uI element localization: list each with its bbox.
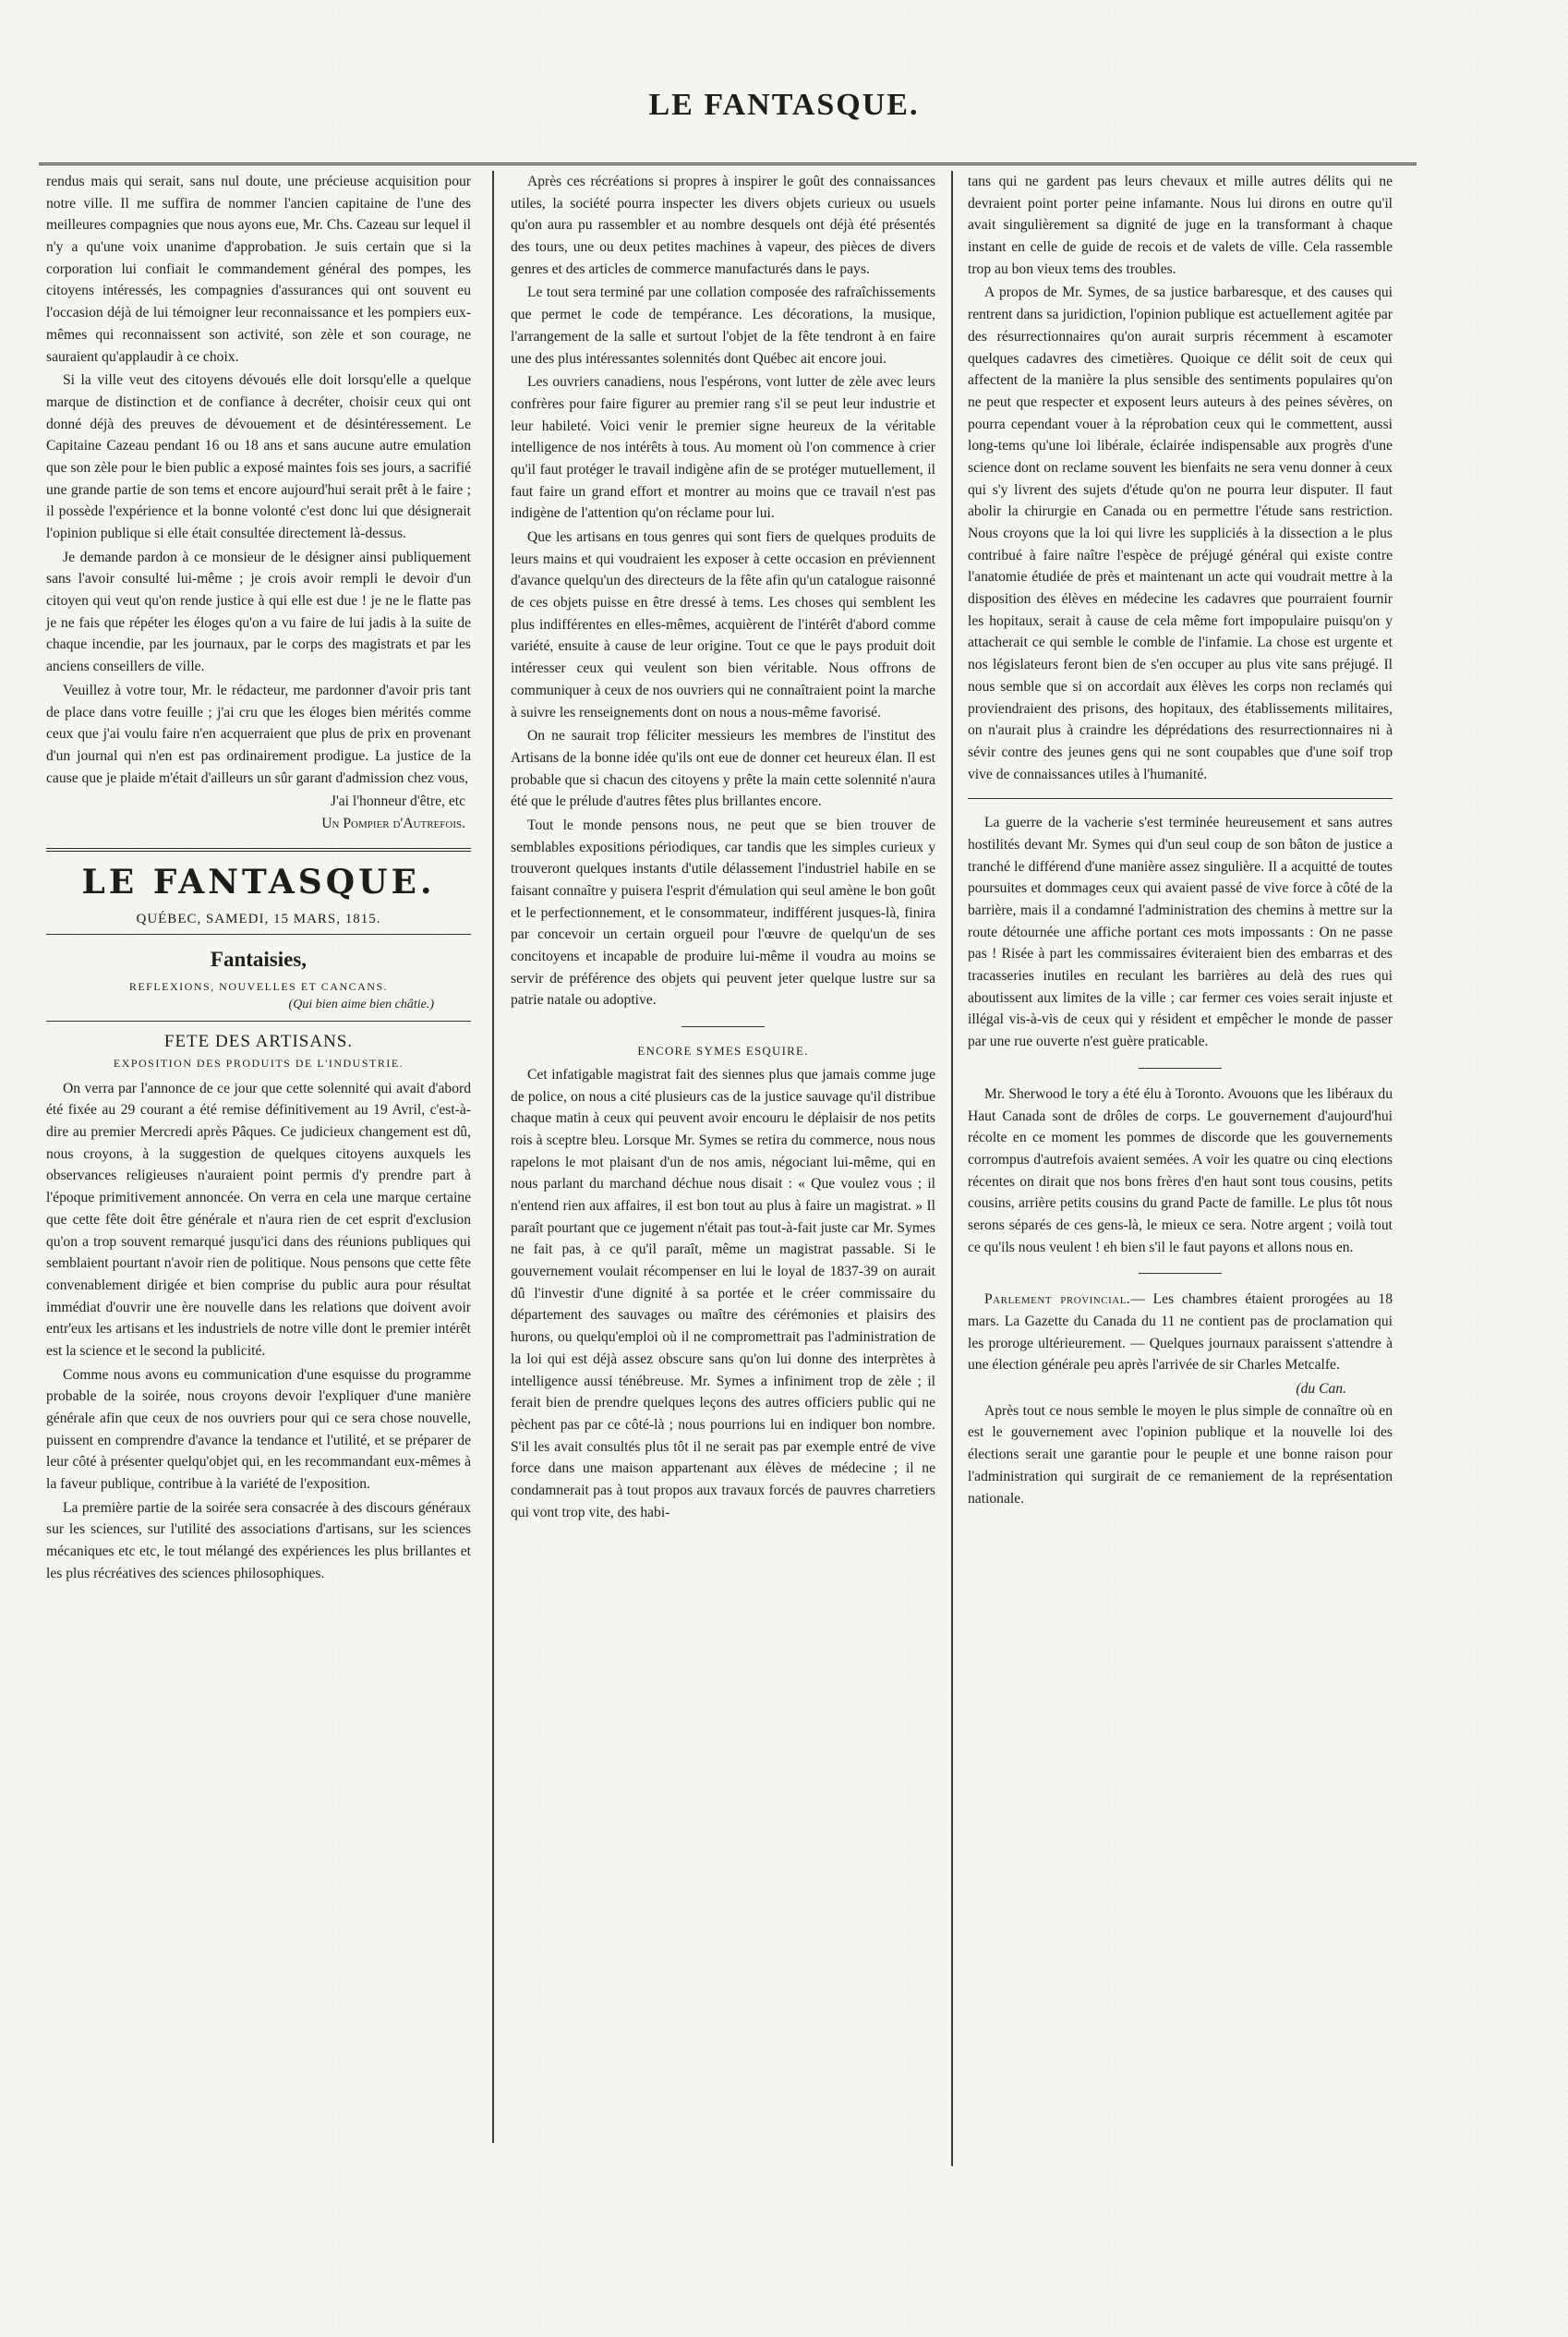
page-header-title: LE FANTASQUE. xyxy=(648,88,920,122)
paragraph: Je demande pardon à ce monsieur de le désigner ainsi publiquement sans l'avoir consulté lui-même ; je crois avoir rempli le devoir d'un citoyen qui veut qu'on rende justice à qui elle est due ! je ne le flatte pas je ne fais que répéter les éloges qu'on a vu faire de lui jadis à la suite de chaque incendie, par les journaux, par le corps des magistrats et par les anciens conseillers de ville. xyxy=(46,549,471,675)
article-heading: ENCORE SYMES ESQUIRE. xyxy=(637,1044,809,1059)
header-rule xyxy=(39,163,1417,165)
column-1 xyxy=(46,171,471,1587)
source-credit: (du Can. xyxy=(1296,1381,1346,1398)
column-divider-1 xyxy=(492,171,494,2143)
article-title: FETE DES ARTISANS. xyxy=(46,1021,471,1056)
paragraph: Après tout ce nous semble le moyen le plus simple de connaître où en est le gouvernement avec l'opinion publique et la nouvelle loi des élections serait une garantie pour le peuple et une bonne raison pour l'administration qui surgirait de ce remaniement de la représentation nationale. xyxy=(968,1402,1393,1507)
paragraph xyxy=(968,1289,1393,1376)
paragraph: Le tout sera terminé par une collation composée des rafraîchissements que permet le code de tempérance. Les décorations, la musique, l'arrangement de la salle et surtout l'objet de la fête tendront à en faire une des plus intéressantes solennités dont Québec ait encore joui. xyxy=(511,285,935,367)
paragraph: On ne saurait trop féliciter messieurs les membres de l'institut des Artisans de la bonne idée qu'ils ont eue de donner cet heureux élan. Il est probable que si chacun des citoyens y prête la main cette solennité n'aura été que le prélude d'autres fêtes plus brillantes encore. xyxy=(511,728,935,810)
separator-rule xyxy=(1139,1273,1222,1274)
separator-rule xyxy=(968,798,1393,799)
paragraph-text: — Les chambres étaient prorogées au 18 mars. La Gazette du Canada du 11 ne contient pas de proclamation qui les proroge ultérieurement. — Quelques journaux paraissent s'attendre à une élection générale peu après l'arrivée de sir Charles Metcalfe. xyxy=(968,1291,1393,1374)
paragraph: Comme nous avons eu communication d'une esquisse du programme probable de la soirée, nous croyons devoir l'expliquer d'une manière générale afin que ceux de nos ouvriers pour qui ce sera chose nouvelle, puissent en comprendre d'avance la tendance et l'utilité, et se préparer de leur côté à présenter quelqu'objet qui, en les recommandant eux-mêmes à la faveur publique, contribue à la variété de l'exposition. xyxy=(46,1366,471,1493)
paragraph: Tout le monde pensons nous, ne peut que se bien trouver de semblables expositions périodiques, car tandis que les simples curieux y trouveront quelques instants d'utile délassement l'industriel habile en se faisant connaître y puisera l'esprit d'émulation qui seul amène le bon goût et le perfectionnement, et le consommateur, indifférent jusques-là, finira par concevoir un certain orgueil pour l'œuvre de quelqu'un de ses concitoyens et incapable de produire lui-même il voudra au moins se servir de préférence des objets qui peuvent jeter quelque lustre sur sa patrie natale ou adoptive. xyxy=(511,817,935,1009)
column-3 xyxy=(968,171,1393,1511)
article-subtitle: EXPOSITION DES PRODUITS DE L'INDUSTRIE. xyxy=(113,1057,404,1071)
paragraph: Que les artisans en tous genres qui sont fiers de quelques produits de leurs mains et qui voudraient les exposer à cette occasion en préviennent d'avance quelqu'un des directeurs de la fête afin qu'un catalogue raisonné de ces objets puisse en être dressé à tems. Les choses qui semblent les plus indifférentes en elles-mêmes, acquièrent de l'intérêt d'abord comme variété, ensuite à cause de leur origine. Tout ce que le pays produit doit intéresser ceux qui veulent son bien véritable. Nous offrons de communiquer à ceux de nos ouvriers qui ne connaîtraient point la marche à suivre les renseignements dont on nous a nous-même favorisé. xyxy=(511,529,935,720)
section-title: Fantaisies, xyxy=(210,948,308,972)
paragraph: Si la ville veut des citoyens dévoués elle doit lorsqu'elle a quelque marque de distinction et de confiance à decréter, choisir ceux qui ont donné déjà des preuves de dévouement et de désintéressement. Le Capitaine Cazeau pendant 16 ou 18 ans et sans aucune autre emulation que son zèle pour le bien public a exposé maintes fois ses jours, a sacrifié une grande partie de son tems et encore aujourd'hui serait prêt à le faire ; il possède l'expérience et la bonne volonté c'est donc lui que désignerait l'opinion publique si elle était consultée directement là-dessus. xyxy=(46,372,471,541)
letter-signature: Un Pompier d'Autrefois. xyxy=(321,815,465,831)
column-2 xyxy=(511,171,935,1525)
inner-masthead-date: QUÉBEC, SAMEDI, 15 MARS, 1815. xyxy=(136,912,381,927)
paragraph: On verra par l'annonce de ce jour que cette solennité qui avait d'abord été fixée au 29 courant a été remise définitivement au 19 Avril, c'est-à-dire au premier Mercredi après Pâques. Ce judicieux changement est dû, nous croyons, à la suggestion de quelques citoyens auxquels les observances religieuses n'auraient point permis d'y prendre part à l'époque primitivement annoncée. On verra en cela une marque certaine que cette fête doit être générale et n'aura rien de cet esprit d'exclusion qu'on a trop souvent remarqué jusqu'ici dans des réunions publiques qui semblaient pourtant n'avoir rien de politique. Nous pensons que cette fête convenablement dirigée et bien comprise du public aura pour résultat immédiat d'ouvrir une ère nouvelle dans les relations que doivent avoir entr'eux les artisans et les industriels de notre ville dont le premier intérêt est la science et le second la publicité. xyxy=(46,1080,471,1359)
column-divider-2 xyxy=(951,171,953,2166)
paragraph: Après ces récréations si propres à inspirer le goût des connaissances utiles, la société pourra inspecter les divers objets curieux ou usuels qu'on aura pu rassembler et au nombre desquels ont déjà été présentés des tours, une ou deux petites machines à vapeur, des pièces de divers genres et des articles de commerce manufacturés dans le pays. xyxy=(511,174,935,277)
paragraph: La première partie de la soirée sera consacrée à des discours généraux sur les sciences, sur l'utilité des associations d'artisans, sur les sciences mécaniques etc etc, le tout mélangé des expériences les plus brillantes et les plus récréatives des sciences philosophiques. xyxy=(46,1499,471,1581)
section-subtitle: REFLEXIONS, NOUVELLES ET CANCANS. xyxy=(128,980,389,994)
paragraph: A propos de Mr. Symes, de sa justice barbaresque, et des causes qui rentrent dans sa juridiction, l'opinion publique est actuellement agitée par des résurrectionnaires qu'on aurait surpris récemment à escamoter quelques cadavres des cimetières. Quoique ce délit soit de ceux qui affectent de la manière la plus sensible des sentiments populaires qu'on ne peut que respecter et exposent leurs auteurs à des peines sévères, on pourra cependant vouer à la réprobation ceux qui le commettent, aussi long-tems qu'une loi libérale, éclairée indispensable aux progrès d'une science dont on reclame souvent les bienfaits ne sera venu donner à ceux qui s'y livrent des sujets d'étude qu'on ne pourra leur disputer. Il faut abolir la chirurgie en Canada ou en permettre l'étude sans restriction. Nous croyons que la loi qui livre les suppliciés à la dissection a le plus contribué à faire naître l'espèce de préjugé général qui existe contre l'anatomie étudiée de près et maintenant un acte qui voudrait mettre à la disposition des élèves en médecine les cadavres que pourraient fournir les hopitaux, serait à cause de cela même fort impopulaire puisqu'on y attacherait ce qui semble le comble de l'infamie. La chose est urgente et nos législateurs feront bien de s'en occuper au plus vite sans préjugé. Il nous semble que si on accordait aux élèves les corps non reclamés qui proviendraient des prisons, des hopitaux, des établissements militaires, on n'aurait plus à craindre les déprédations des resurrectionnaires ni à sévir contre des jeunes gens qui ne sont coupables que d'une soif trop vive de connaissances utiles à l'humanité. xyxy=(968,285,1393,782)
paragraph: Veuillez à votre tour, Mr. le rédacteur, me pardonner d'avoir pris tant de place dans votre feuille ; j'ai cru que les éloges bien mérités comme ceux que j'ai voulu faire n'en acquerraient que plus de prix en provenant d'un journal qui n'en est pas ordinairement prodigue. La justice de la cause que je plaide m'était d'ailleurs un sûr garant d'admission chez vous, xyxy=(46,682,471,786)
section-motto: (Qui bien aime bien châtie.) xyxy=(288,998,434,1012)
paragraph: Mr. Sherwood le tory a été élu à Toronto. Avouons que les libéraux du Haut Canada sont de drôles de corps. Le gouvernement d'aujourd'hui récolte en ce moment les pommes de discorde que les gouvernements corrompus d'autrefois avaient semées. A voir les quatre ou cinq elections récentes on dirait que nos bons frères d'en haut sont tous cousins, petits cousins, arrière petits cousins du grand Pacte de famille. Le plus tôt nous serons séparés de ces gens-là, le mieux ce sera. Notre argent ; voilà tout ce qu'ils nous veulent ! eh bien s'il le faut payons et allons nous en. xyxy=(968,1085,1393,1255)
separator-rule xyxy=(681,1026,765,1027)
paragraph: La guerre de la vacherie s'est terminée heureusement et sans autres hostilités devant Mr. Symes qui d'un seul coup de son bâton de justice a tranché le différend d'une manière assez singulière. Il a acquitté de toutes poursuites et dommages ceux qui avaient passé de vive force à côté de la barrière, mais il a condamné l'administration des chemins à mettre sur la route détournée une affiche portant ces mots impossants : On ne passe pas ! Risée à part les commissaires éviteraient bien des embarras et des tracasseries inutiles en reculant les barrières au delà des rues qui aboutissent aux limites de la ville ; car fermer ces voies serait injuste et illégal vis-à-vis de ceux qui y résident et empêcher le monde de passer par une rue ouverte n'est guère praticable. xyxy=(968,815,1393,1050)
paragraph: Cet infatigable magistrat fait des siennes plus que jamais comme juge de police, on nous a cité plusieurs cas de la justice sauvage qu'il distribue chaque matin à ceux qui peuvent avoir encouru le déplaisir de nos petits rois à sceptre bleu. Lorsque Mr. Symes se retira du commerce, nous nous rapelons le mot plaisant d'un de nos amis, négociant lui-même, qui en nous parlant du marchand déchue nous disait : « Que voulez vous ; il n'entend rien aux affaires, il est bon tout au plus à faire un magistrat. » Il paraît pourtant que ce jugement n'était pas tout-à-fait juste car Mr. Symes ne fait pas, à ce qu'il paraît, même un magistrat passable. Si le gouvernement voulait récompenser en lui le loyal de 1837-39 on aurait dû l'investir d'une dignité à sa portée et le créer commissaire du département des sauvages ou maître des cérémonies et plaisirs des hurons, ou quelqu'emploi où il ne compromettrait pas l'administration de la loi qui est déjà assez obscure sans qu'on lui donne des interprètes à intelligence aussi ténébreuse. Mr. Symes a infiniment trop de zèle ; il ferait bien de prendre quelques leçons des autres officiers public qui ne pèchent pas par ce côté-là ; nous pourrions lui en indiquer bon nombre. S'il les avait consultés plus tôt il ne serait pas par exemple entré de vive force dans une maison appartenant aux élèves de médecine ; il ne condamnerait pas à tout propos aux travaux forcés de pauvres charretiers qui vont trop vite, des habi- xyxy=(511,1066,935,1520)
paragraph: tans qui ne gardent pas leurs chevaux et mille autres délits qui ne devraient point porter peine infamante. Nous lui dirons en outre qu'il avait singulièrement sa dignité de juge en la transformant à chaque instant en celle de guide de recois et de valets de ville. Cela rassemble trop au bon vieux tems des troubles. xyxy=(968,174,1393,277)
separator-rule xyxy=(1139,1068,1222,1069)
letter-closing: J'ai l'honneur d'être, etc xyxy=(330,793,465,810)
inner-masthead xyxy=(46,848,471,936)
inner-masthead-title: LE FANTASQUE. xyxy=(81,862,436,902)
paragraph: Les ouvriers canadiens, nous l'espérons, vont lutter de zèle avec leurs confrères pour faire figurer au premier rang s'il se peut leur industrie et leur habileté. Voici venir le premier signe heureux de la véritable intelligence de nos intérêts à tous. Au moment où l'on commence à crier qu'il faut protéger le travail indigène afin de se protéger mutuellement, il faut faire un grand effort et montrer au moins que ce travail n'est pas indigène de l'attention qu'on réclame pour lui. xyxy=(511,374,935,522)
runin-heading: Parlement provincial. xyxy=(984,1291,1131,1308)
paragraph: rendus mais qui serait, sans nul doute, une précieuse acquisition pour notre ville. Il me suffira de nommer l'ancien capitaine de l'une des meilleures compagnies que nous ayons eue, Mr. Chs. Cazeau sur lequel il n'y a qu'une voix unanime d'approbation. Je suis certain que si la corporation lui confiait le commandement général des pompes, les citoyens intéressés, les compagnies d'assurances qui ont souvent eu l'occasion déjà de lui témoigner leur reconnaissance et les pompiers eux-mêmes qui reconnaissent son activité, son zèle et son courage, ne sauraient qu'applaudir à ce choix. xyxy=(46,174,471,365)
